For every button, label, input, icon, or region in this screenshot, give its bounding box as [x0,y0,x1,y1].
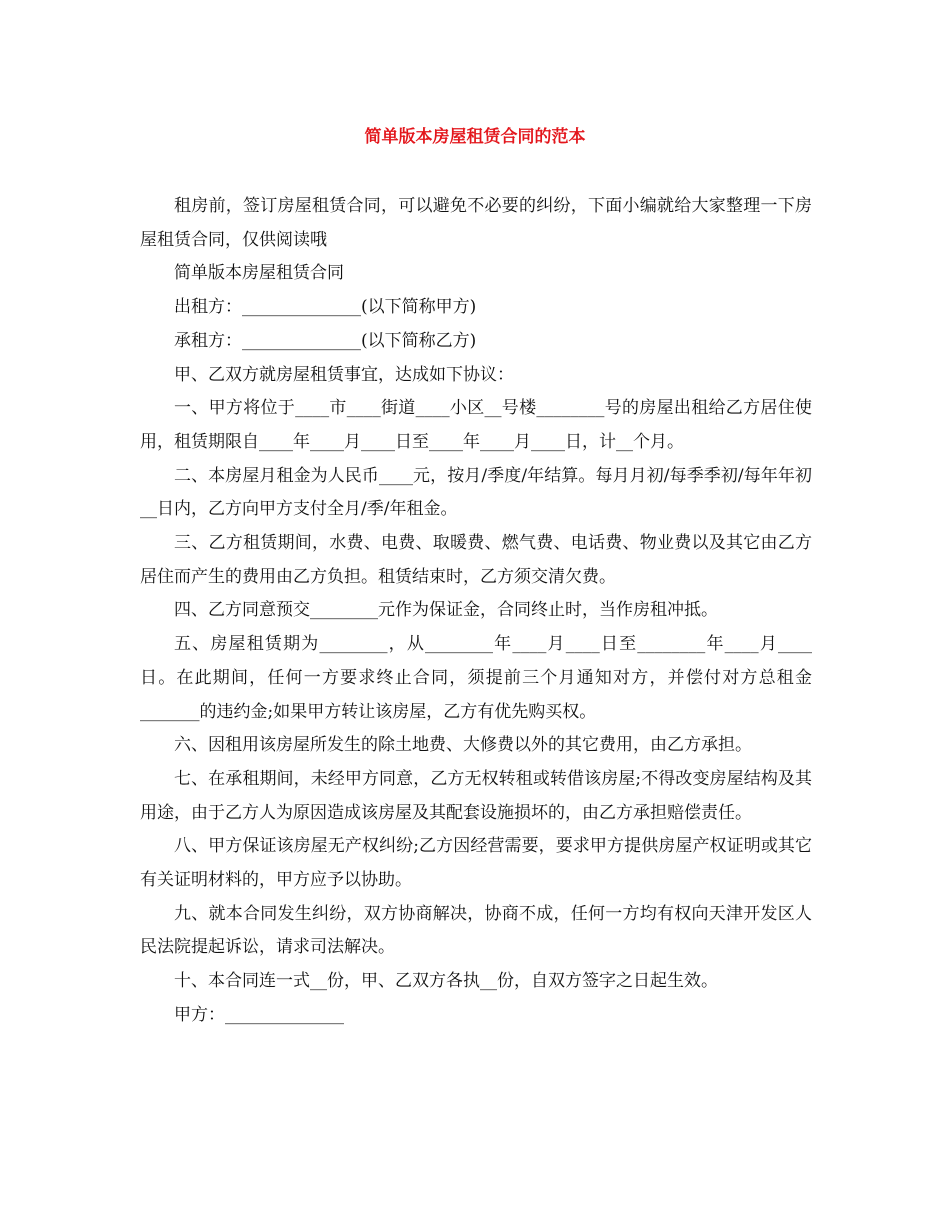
party-a-signature-line: 甲方：______________ [174,1004,344,1025]
lessor-line: 出租方：______________(以下简称甲方) [174,297,477,318]
clause-9: 九、就本合同发生纠纷，双方协商解决，协商不成，任何一方均有权向天津开发区人民法院提起诉讼，请求司法解决。 [140,903,812,958]
clause-5: 五、房屋租赁期为________，从________年____月____日至________年____月____日。在此期间，任何一方要求终止合同，须提前三个月通知对方，并偿付对方总租金_______的违约金;如果甲方转让该房屋，乙方有优先购买权。 [140,634,812,722]
clause-8: 八、甲方保证该房屋无产权纠纷;乙方因经营需要，要求甲方提供房屋产权证明或其它有关证明材料的，甲方应予以协助。 [140,836,812,891]
contract-heading: 简单版本房屋租赁合同 [174,263,344,284]
clause-7: 七、在承租期间，未经甲方同意，乙方无权转租或转借该房屋;不得改变房屋结构及其用途，由于乙方人为原因造成该房屋及其配套设施损坏的，由乙方承担赔偿责任。 [140,768,812,823]
clause-2: 二、本房屋月租金为人民币____元，按月/季度/年结算。每月月初/每季季初/每年年初__日内，乙方向甲方支付全月/季/年租金。 [140,465,812,520]
clause-1: 一、甲方将位于____市____街道____小区__号楼________号的房屋出租给乙方居住使用，租赁期限自____年____月____日至____年____月____日，计__个月。 [140,398,812,452]
document-body [140,190,812,1033]
clause-6: 六、因租用该房屋所发生的除土地费、大修费以外的其它费用，由乙方承担。 [174,735,752,756]
clause-4: 四、乙方同意预交________元作为保证金，合同终止时，当作房租冲抵。 [174,600,718,621]
clause-3: 三、乙方租赁期间，水费、电费、取暖费、燃气费、电话费、物业费以及其它由乙方居住而产生的费用由乙方负担。租赁结束时，乙方须交清欠费。 [140,533,812,587]
intro-paragraph: 租房前，签订房屋租赁合同，可以避免不必要的纠纷，下面小编就给大家整理一下房屋租赁合同，仅供阅读哦 [140,196,812,250]
lessee-line: 承租方：______________(以下简称乙方) [174,330,477,351]
document-title: 简单版本房屋租赁合同的范本 [364,127,586,147]
clause-10: 十、本合同连一式__份，甲、乙双方各执__份，自双方签字之日起生效。 [174,971,718,992]
agreement-preamble: 甲、乙双方就房屋租赁事宜，达成如下协议： [174,364,514,385]
